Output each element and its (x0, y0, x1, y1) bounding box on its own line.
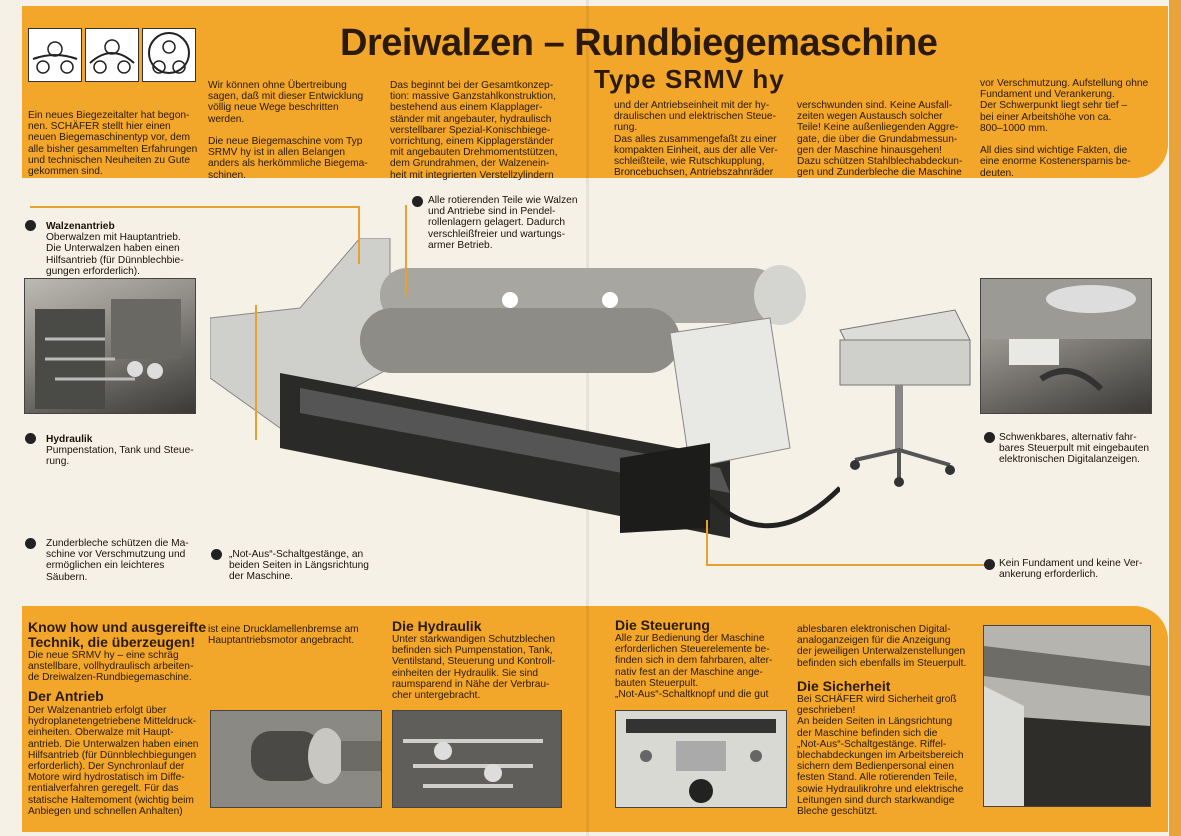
callout-line-walzenantrieb-v (358, 206, 360, 264)
bending-diagram-3 (142, 28, 196, 82)
callout-line-walzenantrieb (30, 206, 360, 208)
intro-col-5: verschwunden sind. Keine Ausfall- zeiten wegen Austausch solcher Teile! Keine außenliegenden Aggre- gate, die über die Grundabmessun- gen der Maschine hinausgehen! Dazu schützen Stahlblechabdeckun- gen und Zunderbleche die Maschine (797, 100, 963, 179)
intro-col-3: Das beginnt bei der Gesamtkonzep- tion: massive Ganzstahlkonstruktion, bestehend aus einem Klapplager- ständer mit angebauter, hydraulisch verstellbarer Spezial-Konischbiege- vorrichtung, einem Kipplagerständer mit angebauten Drehmomentstützen, dem Grundrahmen, der Walzenein- heit mit integrierten Verstellzylindern (390, 80, 558, 181)
safety-bar-photo (983, 625, 1151, 807)
bullet-icon (984, 559, 995, 570)
bullet-icon (25, 220, 36, 231)
sicherheit-title: Die Sicherheit (797, 678, 891, 694)
bullet-icon (984, 432, 995, 443)
page-subtitle: Type SRMV hy (594, 64, 785, 94)
machine-illustration (210, 238, 840, 538)
bullet-icon (211, 549, 222, 560)
label-steuerpult: Schwenkbares, alternativ fahr- bares Steuerpult mit eingebauten elektronischen Digitalanzeigen. (999, 432, 1150, 466)
steuerung-title: Die Steuerung (615, 617, 710, 633)
drive-unit-photo (210, 710, 382, 808)
steuerung-text: Alle zur Bedienung der Maschine erforderlichen Steuerelemente be- finden sich in dem fahrbaren, alter- nativ fest an der Maschine ange- bauten Steuerpult. „Not-Aus“-Schaltknopf und die gut (615, 633, 773, 701)
intro-col-2: Wir können ohne Übertreibung sagen, daß mit dieser Entwicklung völlig neue Wege beschritten werden. Die neue Biegemaschine vom Typ SRMV hy ist in allen Belangen anders als herkömmliche Biegema- schinen. (208, 80, 368, 181)
label-walzenantrieb-title: Walzenantrieb (46, 221, 115, 232)
label-hydraulik (46, 434, 216, 468)
label-rotierend: Alle rotierenden Teile wie Walzen und Antriebe sind in Pendel- rollenlagern gelagert. Dadurch verschleißfreier und wartungs- armer Betrieb. (428, 195, 578, 251)
intro-col-1: Ein neues Biegezeitalter hat begon- nen. SCHÄFER stellt hier einen neuen Biegemaschinentyp vor, dem alle bisher gesammelten Erfahrungen und technischen Neuheiten zu Gute gekommen sind. (28, 110, 198, 178)
bending-diagram-1 (28, 28, 82, 82)
intro-col-6: vor Verschmutzung. Aufstellung ohne Fundament und Verankerung. Der Schwerpunkt liegt sehr tief – bei einer Arbeitshöhe von ca. 800–1000 mm. All dies sind wichtige Fakten, die eine enorme Kostenersparnis be- deuten. (980, 78, 1149, 179)
control-panel-illustration (835, 300, 975, 490)
label-walzenantrieb-text: Oberwalzen mit Hauptantrieb. Die Unterwalzen haben einen Hilfsantrieb (für Dünnblechbie- gungen erforderlich). (46, 232, 184, 277)
right-edge (1169, 0, 1181, 836)
knowhow-title: Know how und ausgereifte Technik, die überzeugen! (28, 619, 207, 650)
label-zunder: Zunderbleche schützen die Ma- schine vor Verschmutzung und ermöglichen ein leichteres Säubern. (46, 538, 189, 583)
antrieb-title: Der Antrieb (28, 688, 104, 704)
label-fundament: Kein Fundament und keine Ver- ankerung erforderlich. (999, 558, 1143, 581)
hydraulic-detail-photo (392, 710, 562, 808)
label-notaus: „Not-Aus“-Schaltgestänge, an beiden Seiten in Längsrichtung der Maschine. (229, 549, 369, 583)
page-title: Dreiwalzen – Rundbiegemaschine (340, 22, 938, 64)
label-hydraulik-text: Pumpenstation, Tank und Steue- rung. (46, 445, 194, 468)
knowhow-text: Die neue SRMV hy – eine schräg anstellbare, vollhydraulisch arbeiten- de Dreiwalzen-Rundbiegemaschine. (28, 650, 194, 684)
bullet-icon (25, 433, 36, 444)
hydraulik-title: Die Hydraulik (392, 618, 482, 634)
callout-line-fundament-v (706, 520, 708, 565)
control-desk-photo (615, 710, 787, 808)
callout-line-fundament (706, 564, 986, 566)
label-hydraulik-title: Hydraulik (46, 434, 93, 445)
hydraulic-unit-photo (24, 278, 196, 414)
callout-line-rotierend (405, 205, 407, 295)
intro-col-4: und der Antriebseinheit mit der hy- draulischen und elektrischen Steue- rung. Das alles zusammengefaßt zu einer kompakten Einheit, aus der alle Ver- schleißteile, wie Rutschkupplung, Broncebuchsen, Antriebszahnräder (614, 100, 778, 179)
label-walzenantrieb (46, 221, 216, 277)
antrieb-text-cont: ist eine Drucklamellenbremse am Hauptantriebsmotor angebracht. (208, 624, 359, 647)
callout-line-hydraulik (255, 305, 257, 440)
control-closeup-photo (980, 278, 1152, 414)
bullet-icon (412, 196, 423, 207)
sicherheit-text: Bei SCHÄFER wird Sicherheit groß geschrieben! An beiden Seiten in Längsrichtung der Maschine befinden sich die „Not-Aus“-Schaltgestänge. Riffel- blechabdeckungen im Arbeitsbereich sichern dem Bedienpersonal einen festen Stand. Alle rotierenden Teile, sowie Hydraulikrohre und elektrische Leitungen sind durch starkwandige Bleche geschützt. (797, 694, 964, 818)
antrieb-text: Der Walzenantrieb erfolgt über hydroplanetengetriebene Mitteldruck- einheiten. Oberwalze mit Haupt- antrieb. Die Unterwalzen haben einen Hilfsantrieb (für Dünnblechbiegungen erforderlich). Der Synchronlauf der Motore wird hydrostatisch im Diffe- rentialverfahren geregelt. Für das statische Haltemoment (wichtig beim Anbiegen und schnellen Anhalten) (28, 705, 199, 817)
steuerung-text-cont: ablesbaren elektronischen Digital- analoganzeigen für die Anzeigung der jeweiligen Unterwalzenstellungen befinden sich ebenfalls im Steuerpult. (797, 624, 967, 669)
bending-diagram-2 (85, 28, 139, 82)
bullet-icon (25, 538, 36, 549)
hydraulik-text: Unter starkwandigen Schutzblechen befinden sich Pumpenstation, Tank, Ventilstand, Steuerung und Kontroll- einheiten der Hydraulik. Sie sind raumsparend in Nähe der Verbrau- cher untergebracht. (392, 634, 556, 702)
